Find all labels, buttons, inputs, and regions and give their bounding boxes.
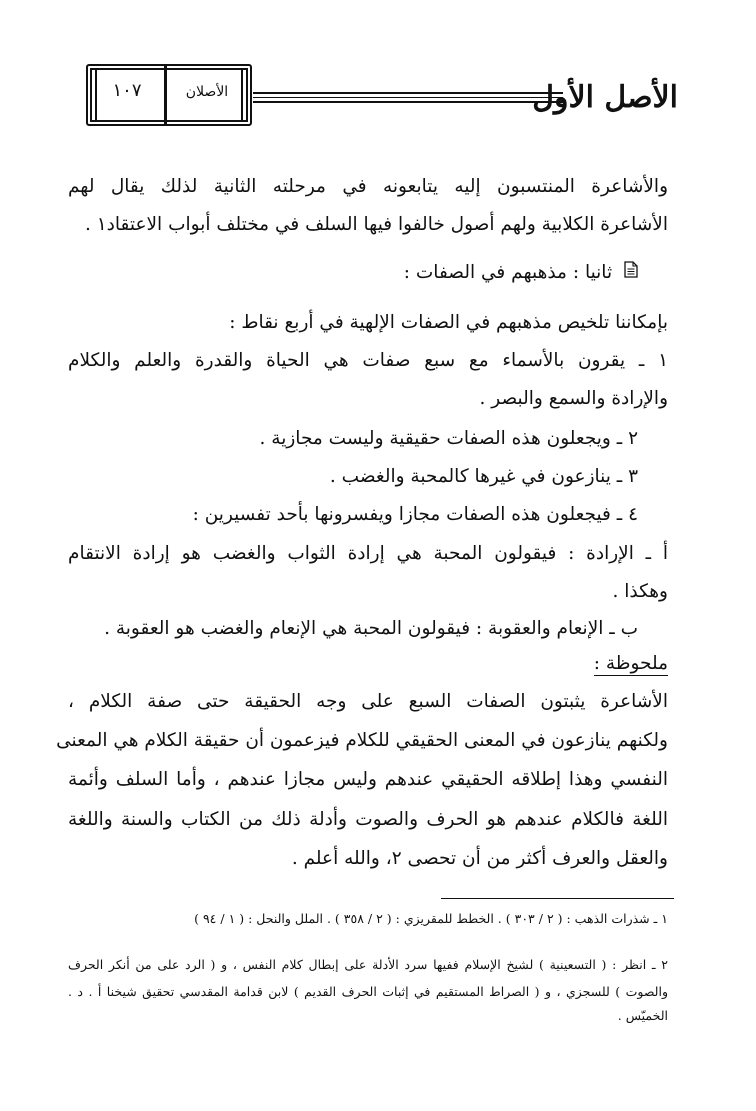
paragraph-line: والأشاعرة المنتسبون إليه يتابعونه في مرحلته الثانية لذلك يقال لهم	[68, 176, 668, 197]
footnote: ٢ ـ انظر : ( التسعينية ) لشيخ الإسلام ففيها سرد الأدلة على إبطال كلام النفس ، و ( الرد على من أنكر الحرف	[68, 957, 668, 972]
open-book-ornament	[86, 64, 252, 126]
section-heading-text: ثانيا : مذهبهم في الصفات :	[403, 262, 613, 283]
paragraph-line: الأشاعرة الكلابية ولهم أصول خالفوا فيها السلف في مختلف أبواب الاعتقاد١ .	[84, 214, 668, 235]
book-left-edge	[90, 68, 92, 122]
book-label: الأصلان	[185, 84, 229, 100]
page-number: ١٠٧	[112, 80, 142, 101]
book-bottom-line	[90, 120, 248, 122]
document-icon	[624, 258, 638, 288]
list-item: ٢ ـ ويجعلون هذه الصفات حقيقية وليست مجازية .	[259, 428, 638, 449]
intro-line: بإمكاننا تلخيص مذهبهم في الصفات الإلهية في أربع نقاط :	[229, 312, 668, 333]
sub-item: ب ـ الإنعام والعقوبة : فيقولون المحبة هي الإنعام والغضب هو العقوبة .	[104, 618, 638, 639]
remark-heading	[594, 649, 668, 679]
list-item: ٣ ـ ينازعون في غيرها كالمحبة والغضب .	[329, 466, 638, 487]
list-item: ١ ـ يقرون بالأسماء مع سبع صفات هي الحياة والقدرة والعلم والكلام	[68, 350, 668, 371]
header-rule	[253, 92, 563, 103]
section-heading	[404, 258, 638, 288]
remark-heading-text: ملحوظة :	[593, 653, 668, 674]
sub-item: أ ـ الإرادة : فيقولون المحبة هي إرادة الثواب والغضب هو إرادة الانتقام	[68, 543, 668, 564]
paragraph-line: النفسي وهذا إطلاقه الحقيقي عندهم وليس مجازا عندهم ، وأما السلف وأئمة	[68, 769, 668, 790]
footnote-separator	[441, 898, 674, 899]
book-right-edge	[246, 68, 248, 122]
paragraph-line: اللغة فالكلام عندهم هو الحرف والصوت وأدلة ذلك من الكتاب والسنة واللغة	[68, 809, 668, 830]
book-spine	[164, 64, 167, 126]
sub-item-continuation: وهكذا .	[612, 581, 668, 602]
footnote-continuation: والصوت ) للسجزي ، و ( الصراط المستقيم في إثبات الحرف القديم ) لابن قدامة المقدسي تحقيق شيخنا أ . د .	[68, 984, 668, 999]
list-item: ٤ ـ فيجعلون هذه الصفات مجازا ويفسرونها بأحد تفسيرين :	[192, 504, 638, 525]
book-top-line	[90, 68, 248, 70]
chapter-title: الأصل الأول	[532, 80, 678, 115]
paragraph-line: والعقل والعرف أكثر من أن تحصى ٢، والله أعلم .	[291, 848, 668, 869]
footnote: ١ ـ شذرات الذهب : ( ٢ / ٣٠٣ ) . الخطط للمقريزي : ( ٢ / ٣٥٨ ) . الملل والنحل : ( ١ / ٩٤ )	[194, 911, 668, 926]
list-item-continuation: والإرادة والسمع والبصر .	[479, 388, 668, 409]
paragraph-line: ولكنهم ينازعون في المعنى الحقيقي للكلام فيزعمون أن حقيقة الكلام هي المعنى	[56, 730, 668, 751]
paragraph-line: الأشاعرة يثبتون الصفات السبع على وجه الحقيقة حتى صفة الكلام ،	[68, 691, 668, 712]
footnote-continuation: الخميّس .	[617, 1008, 668, 1023]
